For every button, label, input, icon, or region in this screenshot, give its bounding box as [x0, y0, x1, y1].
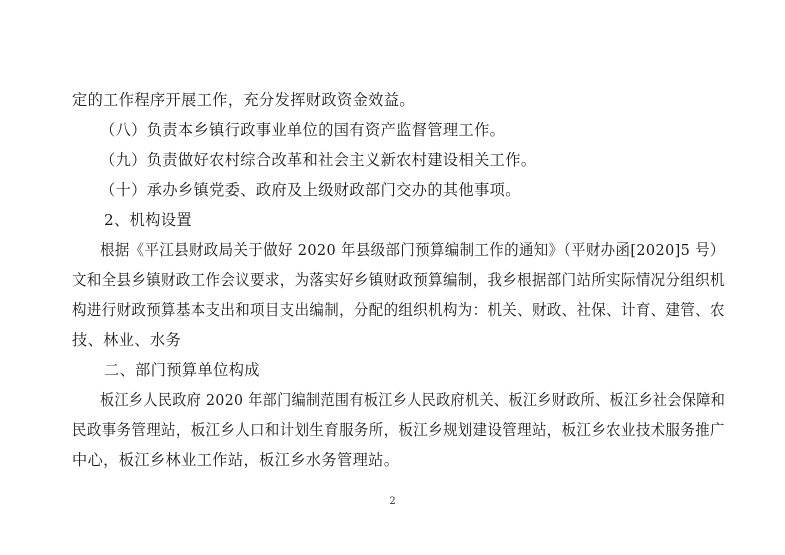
section-heading-org-setup: 2、机构设置: [104, 211, 193, 229]
body-text-line: 定的工作程序开展工作，充分发挥财政资金效益。: [72, 91, 415, 109]
body-text-line: 民政事务管理站，板江乡人口和计划生育服务所，板江乡规划建设管理站，板江乡农业技术服务推广: [72, 421, 725, 439]
body-text-line: 构进行财政预算基本支出和项目支出编制，分配的组织机构为：机关、财政、社保、计育、建管、农: [72, 301, 725, 319]
body-text-line: 根据《平江县财政局关于做好 2020 年县级部门预算编制工作的通知》（平财办函[2020]5 号）: [100, 241, 725, 259]
list-item-nine: （九）负责做好农村综合改革和社会主义新农村建设相关工作。: [100, 151, 537, 169]
body-text-line: 中心，板江乡林业工作站，板江乡水务管理站。: [72, 451, 400, 469]
body-text-line: 板江乡人民政府 2020 年部门编制范围有板江乡人民政府机关、板江乡财政所、板江乡社会保障和: [100, 391, 726, 409]
section-heading-budget-units: 二、部门预算单位构成: [104, 361, 260, 379]
body-text-line: 技、林业、水务: [72, 331, 182, 349]
page-number: 2: [389, 496, 396, 507]
body-text-line: 文和全县乡镇财政工作会议要求，为落实好乡镇财政预算编制，我乡根据部门站所实际情况分组织机: [72, 271, 725, 289]
list-item-ten: （十）承办乡镇党委、政府及上级财政部门交办的其他事项。: [100, 181, 521, 199]
list-item-eight: （八）负责本乡镇行政事业单位的国有资产监督管理工作。: [100, 121, 506, 139]
